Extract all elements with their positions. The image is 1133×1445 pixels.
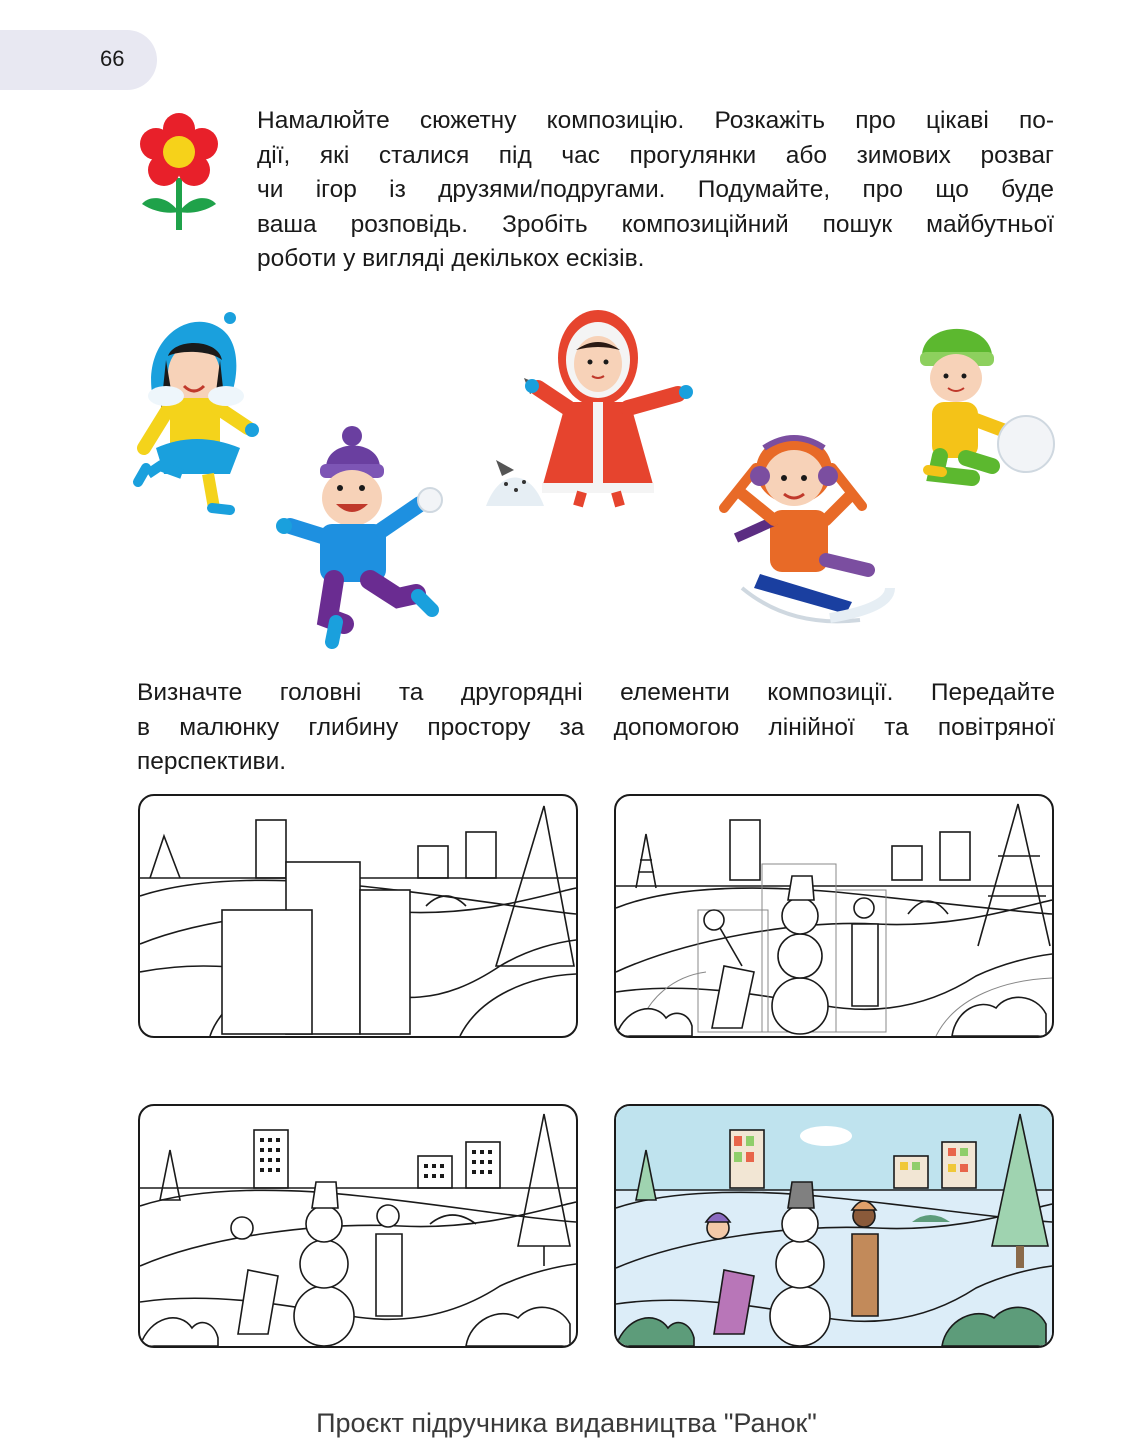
task-1-line: чи ігор із друзями/подругами. Подумайте, про що буде xyxy=(257,176,1054,203)
footer-publisher-note: Проєкт підручника видавництва "Ранок" xyxy=(316,1408,817,1438)
task-1-text xyxy=(257,104,1054,277)
task-1-line: ваша розповідь. Зробіть композиційний пошук майбутньої xyxy=(257,210,1054,238)
task-1-line: дії, які сталися під час прогулянки або зимових розваг xyxy=(257,141,1054,169)
boy-purple-hat-figure xyxy=(276,426,442,642)
task-2-line: перспективи. xyxy=(137,748,287,775)
girl-red-coat-figure xyxy=(525,310,693,506)
task-2-line: Визначте головні та другорядні елементи композиції. Передайте xyxy=(137,679,1055,706)
girl-on-sled-figure xyxy=(724,436,890,621)
sketch-panel-1 xyxy=(138,794,578,1038)
sketch-panel-2 xyxy=(614,794,1054,1038)
sketch-panel-4 xyxy=(614,1104,1054,1348)
page-number: 66 xyxy=(100,46,125,71)
children-winter-illustration xyxy=(130,298,1060,658)
task-2-line: в малюнку глибину простору за допомогою лінійної та повітряної xyxy=(137,713,1055,741)
page-number-tab xyxy=(0,30,157,90)
boy-green-hat-figure xyxy=(920,329,1054,478)
task-2-text xyxy=(137,676,1055,780)
task-1-line: роботи у вигляді декількох ескізів. xyxy=(257,245,645,272)
snow-mound-figure xyxy=(486,378,544,506)
sketch-panel-3 xyxy=(138,1104,578,1348)
flower-icon xyxy=(138,112,220,234)
girl-blue-hood-figure xyxy=(138,312,259,510)
task-1-line: Намалюйте сюжетну композицію. Розкажіть про цікаві по- xyxy=(257,107,1054,134)
